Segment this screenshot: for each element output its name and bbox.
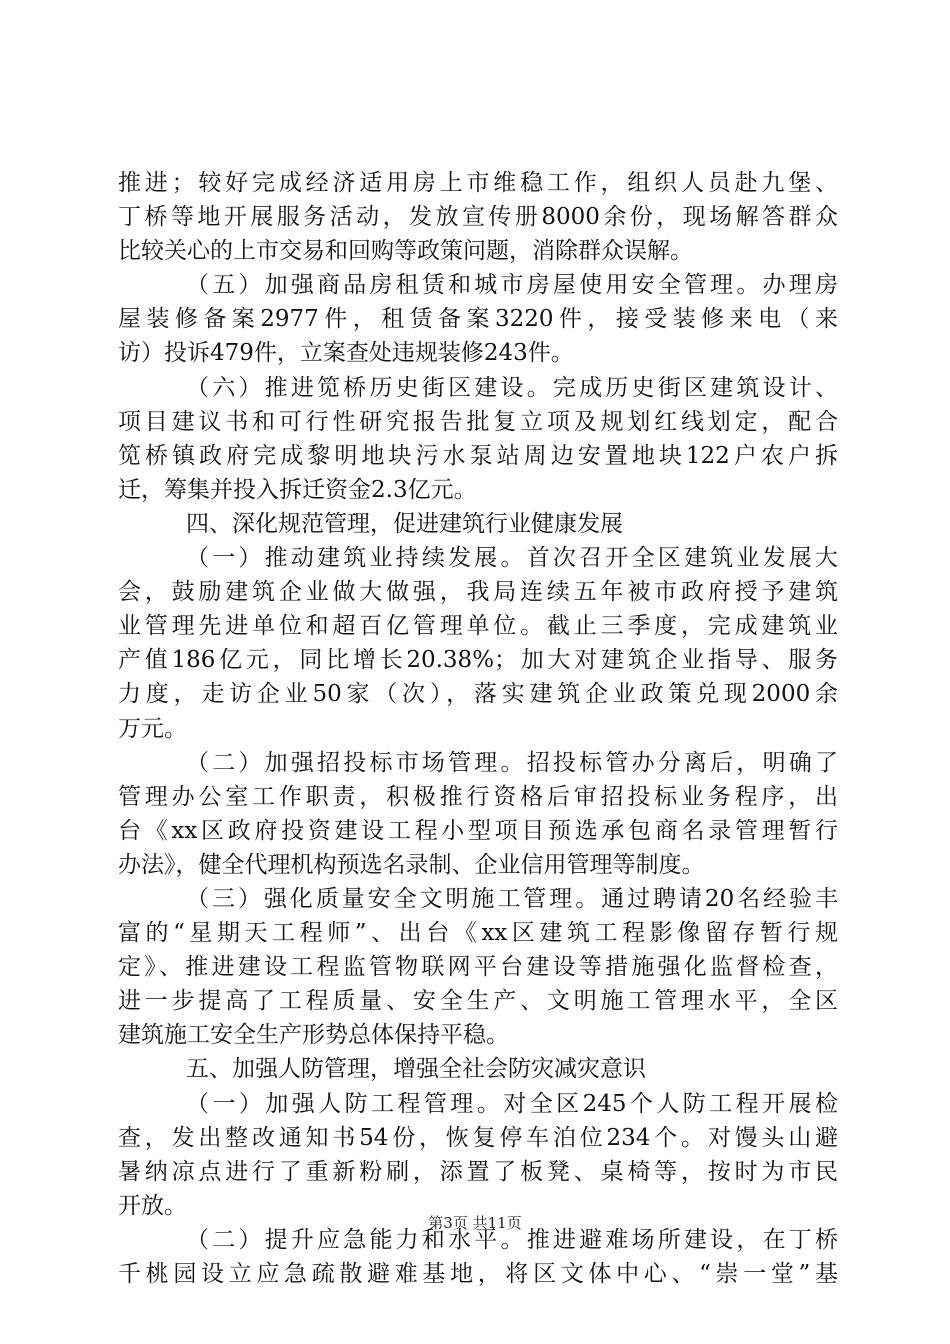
text-line: 万元。 bbox=[118, 715, 187, 742]
text-line: 四、深化规范管理，促进建筑行业健康发展 bbox=[186, 510, 623, 537]
text-line: 建筑施工安全生产形势总体保持平稳。 bbox=[118, 1022, 509, 1049]
text-line: 推进；较好完成经济适用房上市维稳工作，组织人员赴九堡、 bbox=[118, 170, 838, 196]
text-line: 暑纳凉点进行了重新粉刷，添置了板凳、桌椅等，按时为市民 bbox=[118, 1158, 838, 1185]
text-line: 访）投诉479件，立案查处违规装修243件。 bbox=[118, 340, 574, 367]
text-line: 丁桥等地开展服务活动，发放宣传册8000余份，现场解答群众 bbox=[118, 204, 838, 231]
text-line: 富的“星期天工程师”、出台《xx区建筑工程影像留存暂行规 bbox=[118, 920, 838, 947]
text-line: 五、加强人防管理，增强全社会防灾减灾意识 bbox=[186, 1056, 646, 1083]
text-line: （六）推进笕桥历史街区建设。完成历史街区建筑设计、 bbox=[186, 374, 838, 401]
text-line: 笕桥镇政府完成黎明地块污水泵站周边安置地块122户农户拆 bbox=[118, 442, 838, 469]
text-line: 会，鼓励建筑企业做大做强，我局连续五年被市政府授予建筑 bbox=[118, 579, 838, 606]
text-line: 比较关心的上市交易和回购等政策问题，消除群众误解。 bbox=[118, 238, 693, 265]
document-body bbox=[118, 166, 838, 1291]
text-line: 办法》，健全代理机构预选名录制、企业信用管理等制度。 bbox=[118, 851, 705, 878]
text-line: 千桃园设立应急疏散避难基地，将区文体中心、“崇一堂”基 bbox=[118, 1261, 838, 1287]
text-line: 业管理先进单位和超百亿管理单位。截止三季度，完成建筑业 bbox=[118, 613, 838, 640]
page-footer: 第3页 共11页 bbox=[428, 1214, 522, 1232]
text-line: （三）强化质量安全文明施工管理。通过聘请20名经验丰 bbox=[186, 885, 838, 912]
text-line: 产值186亿元，同比增长20.38%；加大对建筑企业指导、服务 bbox=[118, 647, 838, 674]
text-line: 开放。 bbox=[118, 1192, 187, 1219]
text-line: 查，发出整改通知书54份，恢复停车泊位234个。对馒头山避 bbox=[118, 1124, 838, 1151]
text-line: 屋装修备案2977件，租赁备案3220件，接受装修来电（来 bbox=[118, 306, 838, 333]
text-line: 力度，走访企业50家（次），落实建筑企业政策兑现2000余 bbox=[118, 681, 838, 708]
text-line: 定》、推进建设工程监管物联网平台建设等措施强化监督检查， bbox=[118, 954, 838, 981]
text-line: （二）提升应急能力和水平。推进避难场所建设，在丁桥 bbox=[186, 1226, 838, 1253]
text-line: （一）加强人防工程管理。对全区245个人防工程开展检 bbox=[186, 1090, 838, 1117]
text-line: 项目建议书和可行性研究报告批复立项及规划红线划定，配合 bbox=[118, 408, 838, 435]
text-line: （五）加强商品房租赁和城市房屋使用安全管理。办理房 bbox=[186, 272, 838, 299]
text-line: 迁，筹集并投入拆迁资金2.3亿元。 bbox=[118, 476, 477, 503]
text-line: 管理办公室工作职责，积极推行资格后审招投标业务程序，出 bbox=[118, 783, 838, 810]
text-line: （一）推动建筑业持续发展。首次召开全区建筑业发展大 bbox=[186, 545, 838, 572]
text-line: （二）加强招投标市场管理。招投标管办分离后，明确了 bbox=[186, 749, 838, 776]
text-line: 进一步提高了工程质量、安全生产、文明施工管理水平，全区 bbox=[118, 988, 838, 1015]
text-line: 台《xx区政府投资建设工程小型项目预选承包商名录管理暂行 bbox=[118, 817, 838, 844]
